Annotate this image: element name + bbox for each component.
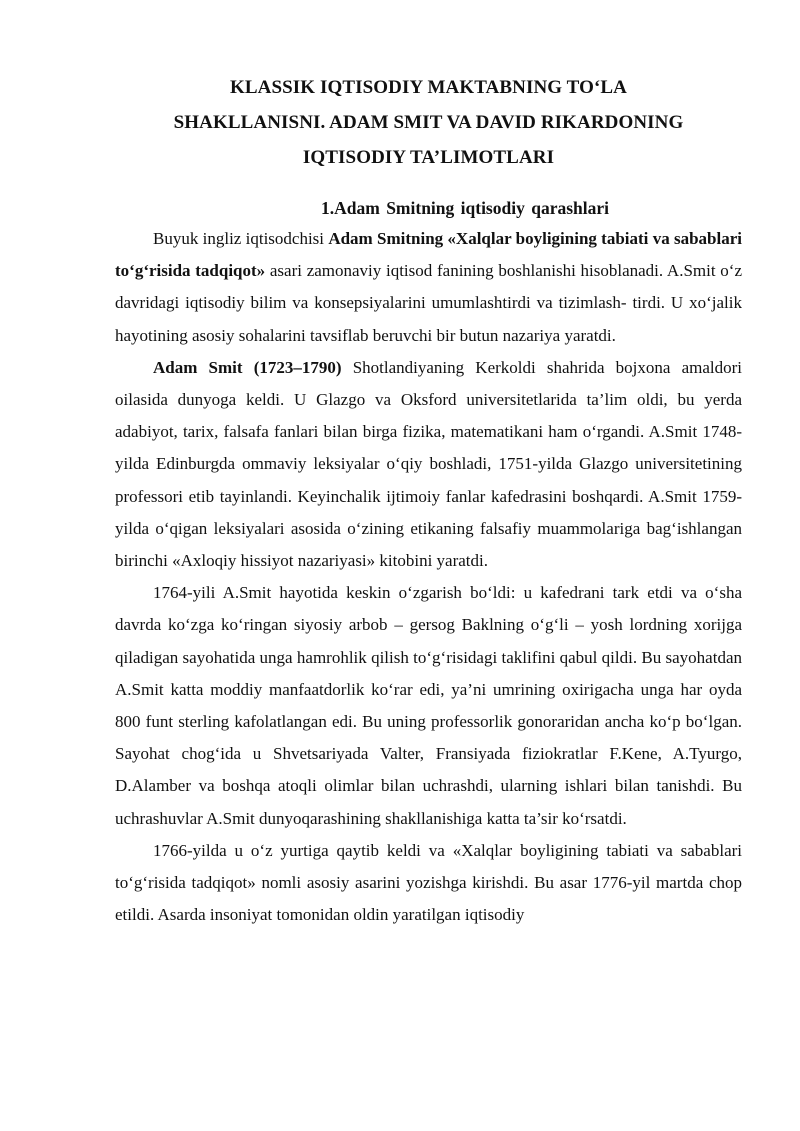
paragraph-3-text: 1764-yili A.Smit hayotida keskin o‘zgarish bo‘ldi: u kafedrani tark etdi va o‘sha davrda ko‘zga ko‘ringan siyosiy arbob – gersog Baklning o‘g‘li – yosh lordning xorijga qiladigan sayohatida unga hamrohlik qilish to‘g‘risidagi taklifini qabul qildi. Bu sayohatdan A.Smit katta moddiy manfaatdorlik ko‘rar edi, ya’ni umrining oxirigacha unga har oyda 800 funt sterling kafolatlangan edi. Bu uning professorlik gonoraridan ancha ko‘p bo‘lgan. Sayohat chog‘ida u Shvetsariyada Valter, Fransiyada fiziokratlar F.Kene, A.Tyurgo, D.Alamber va boshqa atoqli olimlar bilan uchrashdi, ularning ishlari bilan tanishdi. Bu uchrashuvlar A.Smit dunyoqarashining shakllanishiga katta ta’sir ko‘rsatdi.	[115, 583, 742, 828]
paragraph-2-text: Shotlandiyaning Kerkoldi shahrida bojxona amaldori oilasida dunyoga keldi. U Glazgo va Oksford universitetlarida ta’lim oldi, bu yerda adabiyot, tarix, falsafa fanlari bilan birga fizika, matematikani ham o‘rgandi. A.Smit 1748-yilda Edinburgda ommaviy leksiyalar o‘qiy boshladi, 1751-yilda Glazgo universitetining professori etib tayinlandi. Keyinchalik ijtimoiy fanlar kafedrasini boshqardi. A.Smit 1759-yilda o‘qigan leksiyalari asosida o‘zining etikaning falsafiy muammolariga bag‘ishlangan birinchi «Axloqiy hissiyot nazariyasi» kitobini yaratdi.	[115, 357, 742, 571]
paragraph-1-lead: Buyuk ingliz iqtisodchisi	[153, 229, 329, 248]
paragraph-1-bold: Adam Smitning «Xalqlar boyligining tabiati va sabablari to‘g‘risida tadqiqot»	[115, 229, 743, 281]
title-line-2: SHAKLLANISNI. ADAM SMIT VA DAVID RIKARDONING	[173, 112, 684, 133]
document-title	[115, 70, 742, 175]
paragraph-2	[115, 352, 742, 577]
paragraph-3	[115, 577, 742, 835]
document-page	[115, 70, 742, 931]
paragraph-2-bold: Adam Smit (1723–1790)	[153, 357, 342, 377]
paragraph-1-text: asari zamonaviy iqtisod fanining boshlanishi hisoblanadi. A.Smit o‘z davridagi iqtisodiy bilim va konsepsiyalarini umumlashtirdi va tizimlash- tirdi. U xo‘jalik hayotining asosiy sohalarini tavsiflab beruvchi bir butun nazariya yaratdi.	[115, 261, 742, 345]
paragraph-4	[115, 835, 742, 932]
title-line-1: KLASSIK IQTISODIY MAKTABNING TO‘LA	[229, 77, 628, 98]
paragraph-1	[115, 223, 742, 352]
section-heading: 1.Adam Smitning iqtisodiy qarashlari	[321, 198, 609, 218]
paragraph-4-text: 1766-yilda u o‘z yurtiga qaytib keldi va «Xalqlar boyligining tabiati va sabablari to‘g‘risida tadqiqot» nomli asosiy asarini yozishga kirishdi. Bu asar 1776-yil martda chop etildi. Asarda insoniyat tomonidan oldin yaratilgan iqtisodiy	[115, 840, 742, 925]
title-line-3: IQTISODIY TA’LIMOTLARI	[302, 147, 555, 168]
